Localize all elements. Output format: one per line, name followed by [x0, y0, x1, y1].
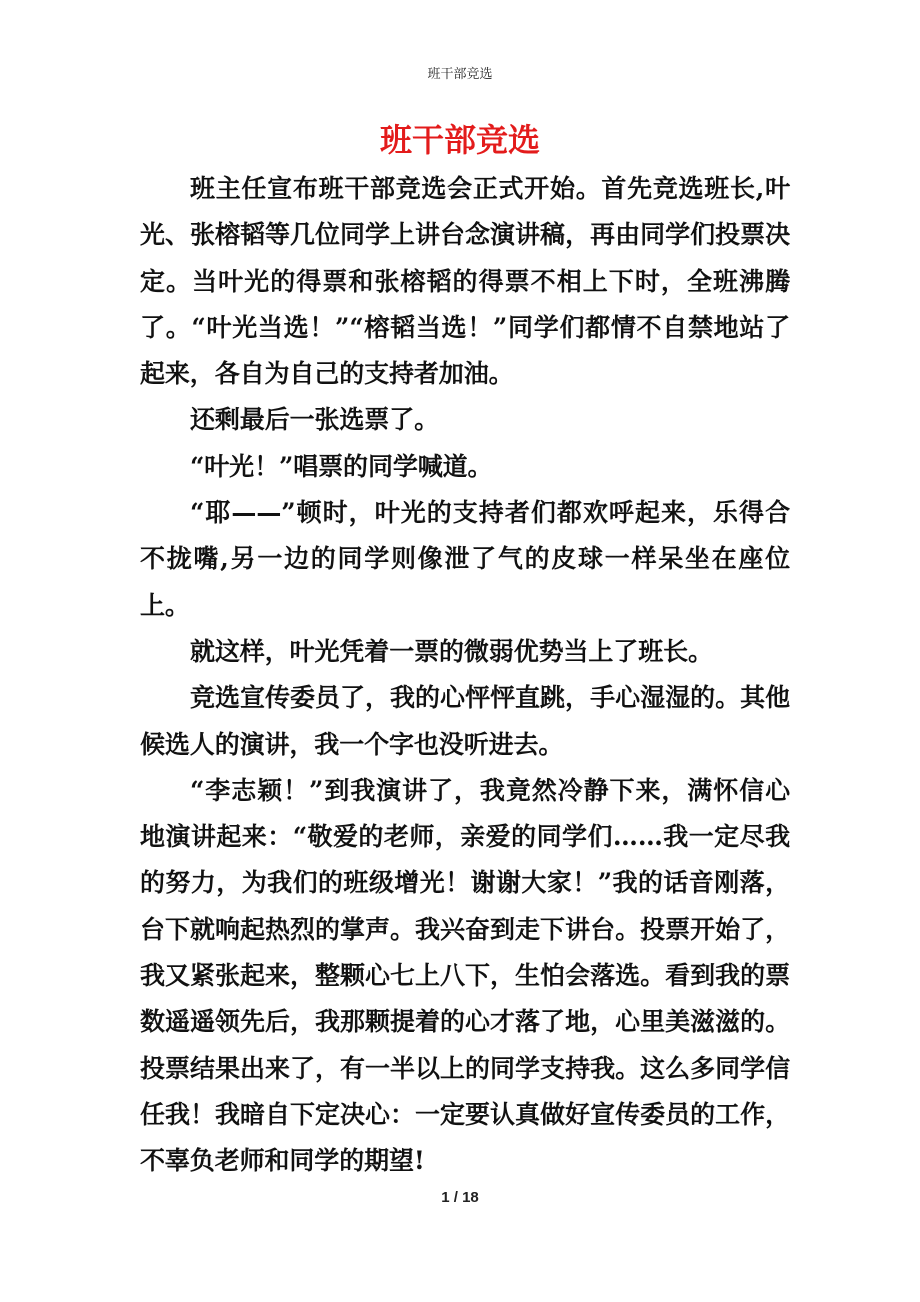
document-title: 班干部竞选: [379, 121, 540, 159]
page-number: 1 / 18: [441, 1189, 479, 1206]
paragraph-2: 还剩最后一张选票了。: [190, 405, 440, 435]
document-body: [140, 166, 790, 1185]
paragraph-7: “李志颖！”到我演讲了，我竟然冷静下来，满怀信心地演讲起来：“敬爱的老师，亲爱的同学们……我一定尽我的努力，为我们的班级增光！谢谢大家！”我的话音刚落，台下就响起热烈的掌声。我兴奋到走下讲台。投票开始了，我又紧张起来，整颗心七上八下，生怕会落选。看到我的票数遥遥领先后，我那颗提着的心才落了地，心里美滋滋的。投票结果出来了，有一半以上的同学支持我。这么多同学信任我！我暗自下定决心：一定要认真做好宣传委员的工作，不辜负老师和同学的期望!: [140, 775, 790, 1176]
paragraph-5: 就这样，叶光凭着一票的微弱优势当上了班长。: [190, 636, 713, 666]
paragraph-6: 竞选宣传委员了，我的心怦怦直跳，手心湿湿的。其他候选人的演讲，我一个字也没听进去。: [140, 683, 790, 759]
paragraph-3: “叶光！”唱票的同学喊道。: [190, 451, 493, 481]
paragraph-4: “耶——”顿时，叶光的支持者们都欢呼起来，乐得合不拢嘴,另一边的同学则像泄了气的皮球一样呆坐在座位上。: [140, 498, 790, 620]
running-header: 班干部竞选: [427, 67, 493, 82]
paragraph-1: 班主任宣布班干部竞选会正式开始。首先竞选班长,叶光、张榕韬等几位同学上讲台念演讲稿，再由同学们投票决定。当叶光的得票和张榕韬的得票不相上下时，全班沸腾了。“叶光当选！”“榕韬当选！”同学们都情不自禁地站了起来，各自为自己的支持者加油。: [140, 174, 790, 389]
